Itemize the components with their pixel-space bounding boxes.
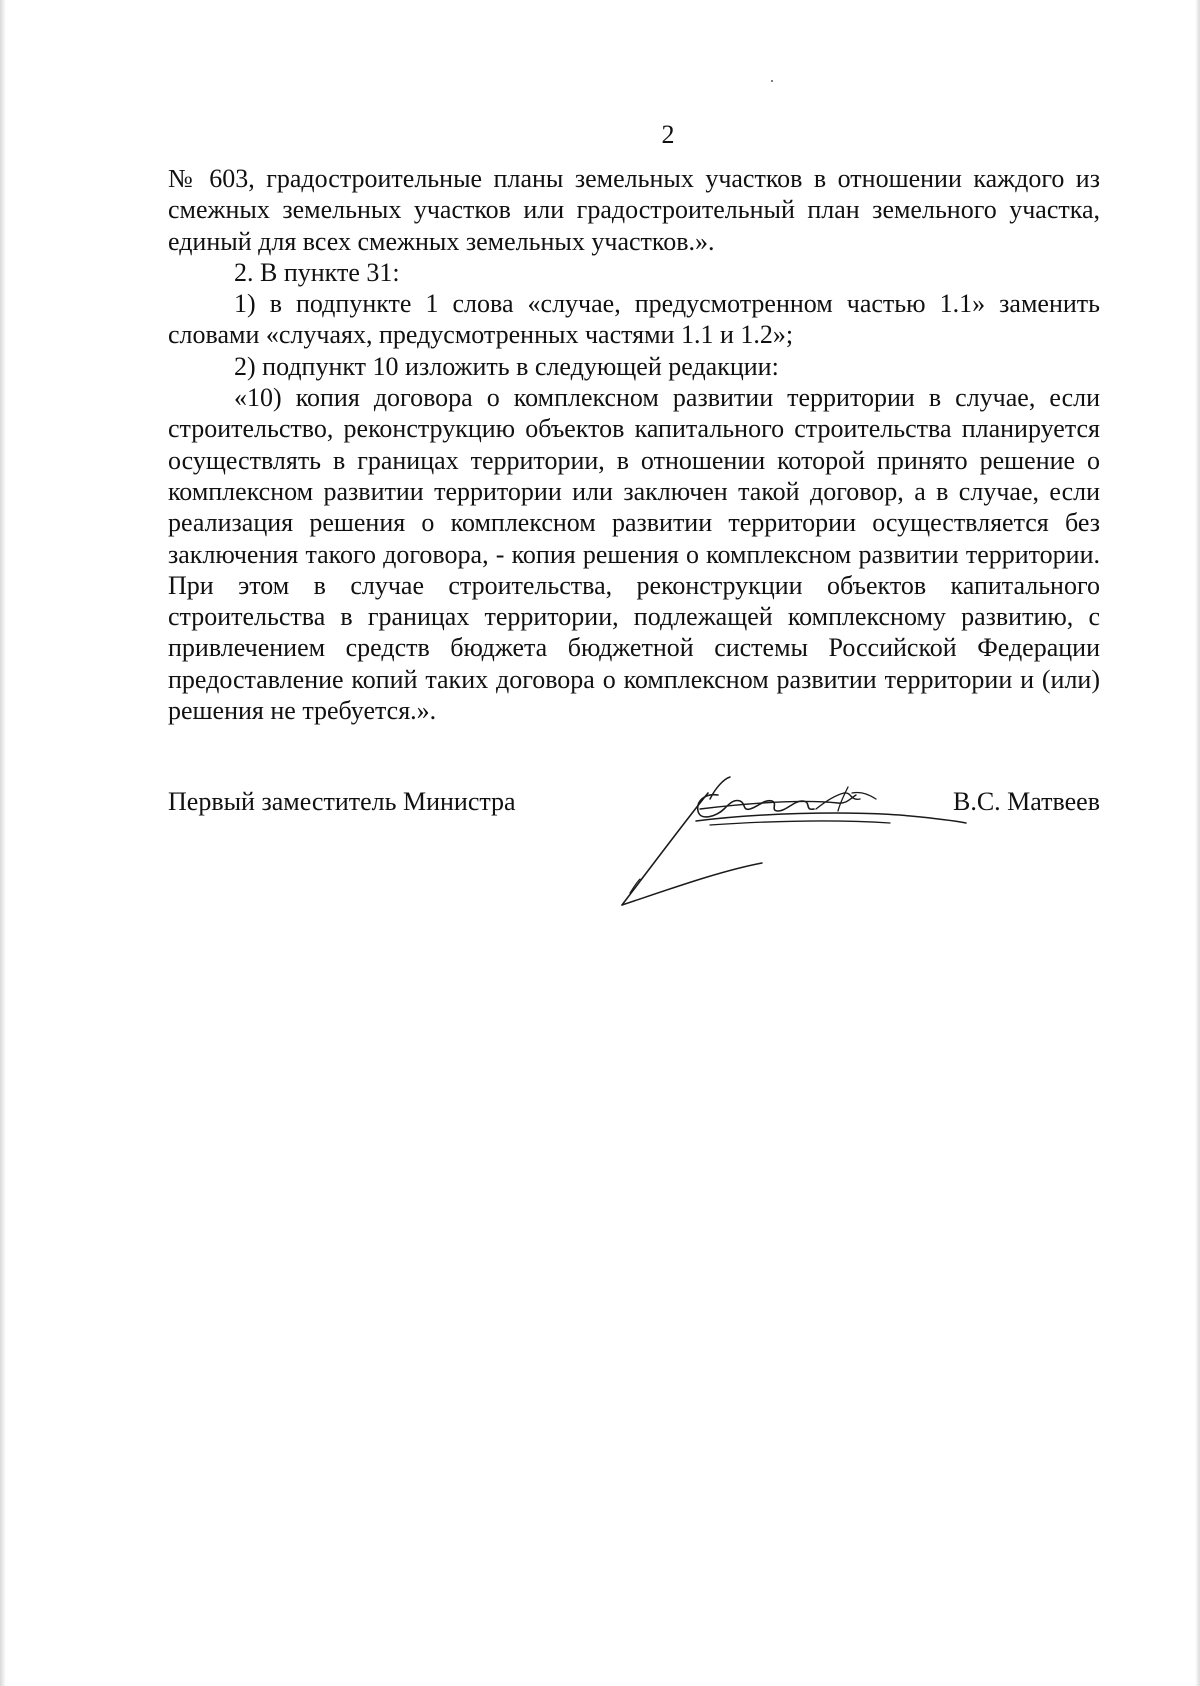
signatory-name: В.С. Матвеев xyxy=(952,787,1100,816)
paragraph: № 603, градостроительные планы земельных участков в отношении каждого из смежных земельных участков или градостроительный план земельного участка, единый для всех смежных земельных участков.». xyxy=(168,164,1100,256)
paragraph: 1) в подпункте 1 слова «случае, предусмотренном частью 1.1» заменить словами «случаях, предусмотренных частями 1.1 и 1.2»; xyxy=(168,289,1100,350)
handwritten-signature xyxy=(600,765,980,915)
scan-speck xyxy=(771,80,773,82)
scan-edge-left xyxy=(0,0,6,1686)
paragraph: 2) подпункт 10 изложить в следующей редакции: xyxy=(234,351,779,381)
paragraph: «10) копия договора о комплексном развитии территории в случае, если строительство, реконструкцию объектов капитального строительства планируется осуществлять в границах территории, в отношении которой принято решение о комплексном развитии территории или заключен такой договор, а в случае, если реализация решения о комплексном развитии территории осуществляется без заключения такого договора, - копия решения о комплексном развитии территории. При этом в случае строительства, реконструкции объектов капитального строительства в границах территории, подлежащей комплексному развитию, с привлечением средств бюджета бюджетной системы Российской Федерации предоставление копий таких договора о комплексном развитии территории и (или) решения не требуется.». xyxy=(168,383,1100,726)
signatory-title: Первый заместитель Министра xyxy=(168,787,516,816)
page-number: 2 xyxy=(661,120,675,149)
paragraph: 2. В пункте 31: xyxy=(234,257,400,287)
document-body xyxy=(168,163,1100,726)
scan-edge-right xyxy=(1195,0,1200,1686)
